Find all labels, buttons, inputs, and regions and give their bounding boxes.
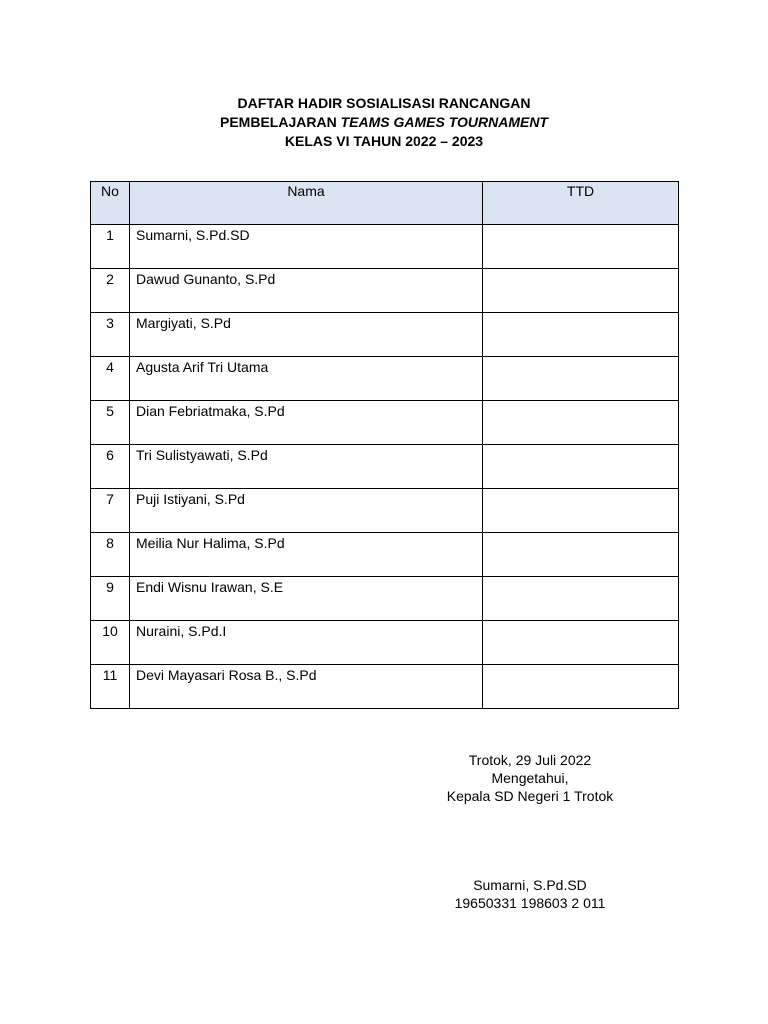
acknowledged-label: Mengetahui, xyxy=(491,770,569,786)
table-row xyxy=(91,269,679,313)
table-row xyxy=(91,225,679,269)
header-ttd: TTD xyxy=(483,182,679,225)
table-row xyxy=(91,357,679,401)
row-no: 1 xyxy=(91,225,130,269)
row-no: 11 xyxy=(91,665,130,709)
row-ttd-cell xyxy=(483,533,679,577)
row-nama: Meilia Nur Halima, S.Pd xyxy=(130,533,483,577)
table-row xyxy=(91,577,679,621)
table-row xyxy=(91,489,679,533)
title-line-2-italic: TEAMS GAMES TOURNAMENT xyxy=(340,114,548,130)
signer-position: Kepala SD Negeri 1 Trotok xyxy=(446,788,614,804)
row-no: 2 xyxy=(91,269,130,313)
row-nama: Sumarni, S.Pd.SD xyxy=(130,225,483,269)
row-no: 6 xyxy=(91,445,130,489)
title-line-2-prefix: PEMBELAJARAN xyxy=(220,114,341,130)
row-ttd-cell xyxy=(483,621,679,665)
title-line-3: KELAS VI TAHUN 2022 – 2023 xyxy=(284,133,484,149)
row-no: 5 xyxy=(91,401,130,445)
row-nama: Dawud Gunanto, S.Pd xyxy=(130,269,483,313)
row-ttd-cell xyxy=(483,401,679,445)
table-row xyxy=(91,445,679,489)
row-nama: Nuraini, S.Pd.I xyxy=(130,621,483,665)
header-no: No xyxy=(91,182,130,225)
row-nama: Devi Mayasari Rosa B., S.Pd xyxy=(130,665,483,709)
row-ttd-cell xyxy=(483,577,679,621)
row-no: 3 xyxy=(91,313,130,357)
row-ttd-cell xyxy=(483,225,679,269)
table-row xyxy=(91,665,679,709)
table-row xyxy=(91,621,679,665)
signer-name: Sumarni, S.Pd.SD xyxy=(473,877,587,893)
row-nama: Agusta Arif Tri Utama xyxy=(130,357,483,401)
signature-block-footer xyxy=(430,876,630,912)
signature-block-header xyxy=(430,751,630,805)
attendance-table xyxy=(90,181,679,709)
header-nama: Nama xyxy=(130,182,483,225)
row-ttd-cell xyxy=(483,357,679,401)
title-line-1: DAFTAR HADIR SOSIALISASI RANCANGAN xyxy=(237,95,531,111)
table-row xyxy=(91,533,679,577)
table-row xyxy=(91,313,679,357)
row-ttd-cell xyxy=(483,445,679,489)
table-header-row xyxy=(91,182,679,225)
row-ttd-cell xyxy=(483,489,679,533)
signer-nip: 19650331 198603 2 011 xyxy=(454,895,606,911)
row-no: 8 xyxy=(91,533,130,577)
row-nama: Tri Sulistyawati, S.Pd xyxy=(130,445,483,489)
table-row xyxy=(91,401,679,445)
place-date: Trotok, 29 Juli 2022 xyxy=(468,752,592,768)
row-nama: Endi Wisnu Irawan, S.E xyxy=(130,577,483,621)
row-nama: Puji Istiyani, S.Pd xyxy=(130,489,483,533)
row-ttd-cell xyxy=(483,313,679,357)
row-nama: Margiyati, S.Pd xyxy=(130,313,483,357)
row-ttd-cell xyxy=(483,269,679,313)
row-no: 9 xyxy=(91,577,130,621)
row-ttd-cell xyxy=(483,665,679,709)
document-title xyxy=(0,94,768,151)
row-nama: Dian Febriatmaka, S.Pd xyxy=(130,401,483,445)
row-no: 10 xyxy=(91,621,130,665)
title-line-2 xyxy=(0,113,768,132)
row-no: 4 xyxy=(91,357,130,401)
row-no: 7 xyxy=(91,489,130,533)
